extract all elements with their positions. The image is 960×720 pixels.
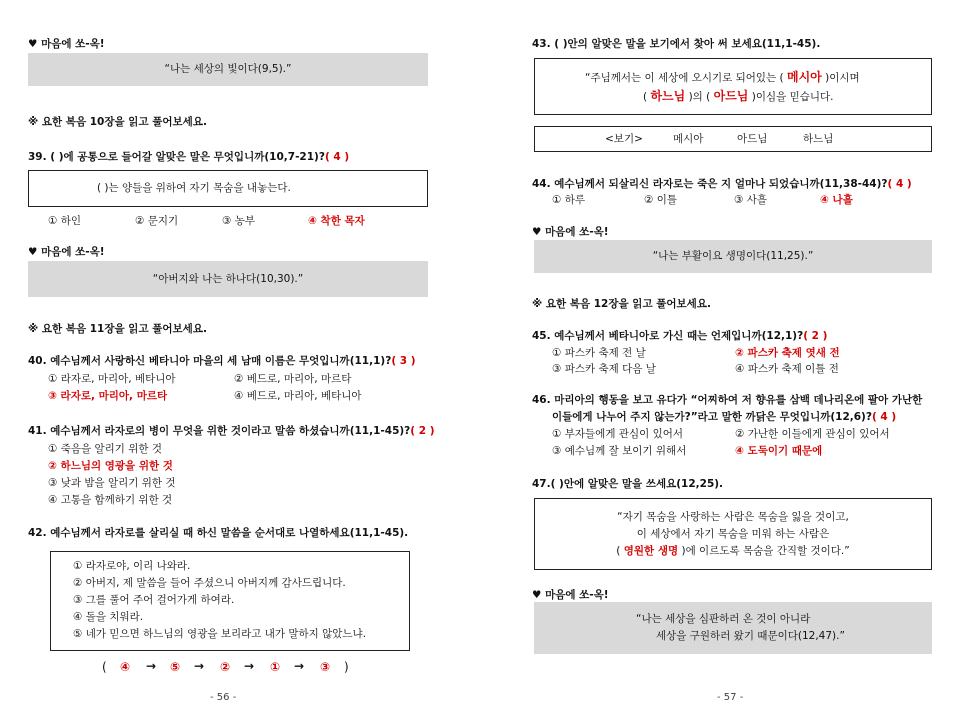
list-item: ② 아버지, 제 말씀을 들어 주셨으니 아버지께 감사드립니다. (73, 577, 346, 589)
section-heading: ♥ 마음에 쏘-옥! (532, 589, 609, 601)
option-answer: ② 파스카 축제 엿새 전 (735, 347, 840, 359)
bogi-item: 메시아 (673, 133, 704, 145)
order-item: ① (270, 660, 281, 674)
question-box (534, 58, 932, 115)
option: ③ 예수님께 잘 보이기 위해서 (552, 445, 687, 457)
question-44: 44. 예수님께서 되살리신 라자로는 죽은 지 얼마나 되었습니까(11,38-44)?( 4 ) (532, 178, 912, 190)
option: ② 이틀 (644, 194, 678, 206)
option: ③ 농부 (222, 215, 256, 227)
verse-box (28, 53, 428, 86)
fill-answer: 영원한 생명 (623, 545, 679, 557)
question-label: 41. 예수님께서 라자로의 병이 무엇을 위한 것이라고 말씀 하셨습니까(11,1-45)? (28, 425, 411, 437)
order-open: ( (102, 660, 107, 674)
arrow: → (194, 659, 205, 673)
question-40: 40. 예수님께서 사랑하신 베타니아 마을의 세 남매 이름은 무엇입니까(11,1)?( 3 ) (28, 355, 416, 367)
question-box (534, 498, 932, 570)
question-label: 39. ( )에 공통으로 들어갈 알맞은 말은 무엇입니까(10,7-21)? (28, 151, 325, 163)
question-box (28, 170, 428, 207)
answer: 4 (333, 151, 341, 163)
answer: 2 (811, 330, 819, 342)
option: ① 하루 (552, 194, 586, 206)
order-item: ④ (120, 660, 131, 674)
fill-answer: 메시아 (787, 70, 822, 84)
option: ① 라자로, 마리아, 베타니아 (48, 373, 176, 385)
verse-text: “아버지와 나는 하나다(10,30).” (152, 273, 304, 285)
fill-answer: 아드님 (713, 89, 749, 103)
bogi-label: <보기> (605, 133, 643, 145)
question-47: 47.( )안에 알맞은 말을 쓰세요(12,25). (532, 478, 724, 490)
page-number: - 57 - (717, 692, 744, 703)
option: ④ 베드로, 마리아, 베타니아 (234, 390, 362, 402)
fill-line: “주님께서는 이 세상에 오시기로 되어있는 ( 메시아 )이시며 (585, 70, 860, 84)
section-heading: ♥ 마음에 쏘-옥! (28, 38, 105, 50)
option-answer: ④ 나흘 (820, 194, 853, 206)
verse-text: “나는 세상을 심판하러 온 것이 아니라 (636, 613, 811, 625)
box-text: ( )는 양들을 위하여 자기 목숨을 내놓는다. (97, 182, 291, 194)
arrow: → (294, 659, 305, 673)
reading-instruction: ※ 요한 복음 10장을 읽고 풀어보세요. (28, 116, 207, 128)
section-heading: ♥ 마음에 쏘-옥! (28, 246, 105, 258)
order-close: ) (344, 660, 349, 674)
option: ② 문지기 (135, 215, 179, 227)
verse-box (534, 602, 932, 654)
arrow: → (244, 659, 255, 673)
verse-box (534, 240, 932, 273)
list-item: ④ 돌을 치워라. (73, 611, 144, 623)
option: ① 부자들에게 관심이 있어서 (552, 428, 683, 440)
list-item: ① 라자로야, 이리 나와라. (73, 560, 191, 572)
order-item: ⑤ (170, 660, 181, 674)
question-46-line2: 이들에게 나누어 주지 않는가?”라고 말한 까닭은 무엇입니까(12,6)?( 4 ) (552, 411, 897, 423)
option: ① 죽음을 알리기 위한 것 (48, 443, 163, 455)
question-45: 45. 예수님께서 베타니아로 가신 때는 언제입니까(12,1)?( 2 ) (532, 330, 828, 342)
option-answer: ③ 라자로, 마리아, 마르타 (48, 390, 168, 402)
question-46-line1: 46. 마리아의 행동을 보고 유다가 “어찌하여 저 향유를 삼백 데나리온에 팔아 가난한 (532, 394, 923, 406)
answer: 4 (895, 178, 904, 190)
option: ① 하인 (48, 215, 82, 227)
page-number: - 56 - (210, 692, 237, 703)
option-answer: ④ 착한 목자 (308, 215, 365, 227)
answer: 4 (880, 411, 888, 423)
option: ④ 고통을 함께하기 위한 것 (48, 494, 173, 506)
question-box (50, 551, 410, 651)
option: ④ 파스카 축제 이틀 전 (735, 363, 839, 375)
option: ② 가난한 이들에게 관심이 있어서 (735, 428, 890, 440)
option: ③ 사흘 (734, 194, 768, 206)
bogi-box (534, 126, 932, 152)
question-41: 41. 예수님께서 라자로의 병이 무엇을 위한 것이라고 말씀 하셨습니까(11,1-45)?( 2 ) (28, 425, 435, 437)
section-heading: ♥ 마음에 쏘-옥! (532, 226, 609, 238)
answer: 3 (399, 355, 408, 367)
verse-text: “나는 세상의 빛이다(9,5).” (164, 63, 292, 75)
fill-line: ( 하느님 )의 ( 아드님 )이심을 믿습니다. (643, 89, 834, 103)
option-answer: ② 하느님의 영광을 위한 것 (48, 460, 173, 472)
bogi-item: 하느님 (803, 133, 834, 145)
question-42: 42. 예수님께서 라자로를 살리실 때 하신 말씀을 순서대로 나열하세요(11,1-45). (28, 527, 409, 539)
fill-answer: 하느님 (650, 89, 686, 103)
option: ① 파스카 축제 전 날 (552, 347, 646, 359)
verse-text: “나는 부활이요 생명이다(11,25).” (652, 250, 814, 262)
arrow: → (146, 659, 157, 673)
option-answer: ④ 도둑이기 때문에 (735, 445, 823, 457)
list-item: ⑤ 네가 믿으면 하느님의 영광을 보리라고 내가 말하지 않았느냐. (73, 628, 367, 640)
option: ③ 파스카 축제 다음 날 (552, 363, 656, 375)
bogi-item: 아드님 (737, 133, 768, 145)
question-label: 44. 예수님께서 되살리신 라자로는 죽은 지 얼마나 되었습니까(11,38-44)? (532, 178, 888, 190)
order-item: ③ (320, 660, 331, 674)
right-page (480, 0, 960, 720)
list-item: ③ 그를 풀어 주어 걸어가게 하여라. (73, 594, 235, 606)
question-label: 40. 예수님께서 사랑하신 베타니아 마을의 세 남매 이름은 무엇입니까(11,1)? (28, 355, 392, 367)
verse-box (28, 261, 428, 297)
question-43: 43. ( )안의 알맞은 말을 보기에서 찾아 써 보세요(11,1-45). (532, 38, 821, 50)
answer: 2 (418, 425, 427, 437)
question-label: 45. 예수님께서 베타니아로 가신 때는 언제입니까(12,1)? (532, 330, 804, 342)
verse-text: 세상을 구원하러 왔기 때문이다(12,47).” (656, 630, 845, 642)
option: ③ 낮과 밤을 알리기 위한 것 (48, 477, 176, 489)
fill-line: 이 세상에서 자기 목숨을 미워 하는 사람은 (636, 528, 830, 540)
reading-instruction: ※ 요한 복음 12장을 읽고 풀어보세요. (532, 298, 711, 310)
option: ② 베드로, 마리아, 마르타 (234, 373, 352, 385)
fill-line: ( 영원한 생명 )에 이르도록 목숨을 간직할 것이다.” (616, 545, 850, 557)
order-item: ② (220, 660, 231, 674)
question-label: 이들에게 나누어 주지 않는가?”라고 말한 까닭은 무엇입니까(12,6)? (552, 411, 872, 423)
question-39: 39. ( )에 공통으로 들어갈 알맞은 말은 무엇입니까(10,7-21)?( 4 ) (28, 151, 350, 163)
fill-line: “자기 목숨을 사랑하는 사람은 목숨을 잃을 것이고, (617, 511, 849, 523)
reading-instruction: ※ 요한 복음 11장을 읽고 풀어보세요. (28, 323, 207, 335)
